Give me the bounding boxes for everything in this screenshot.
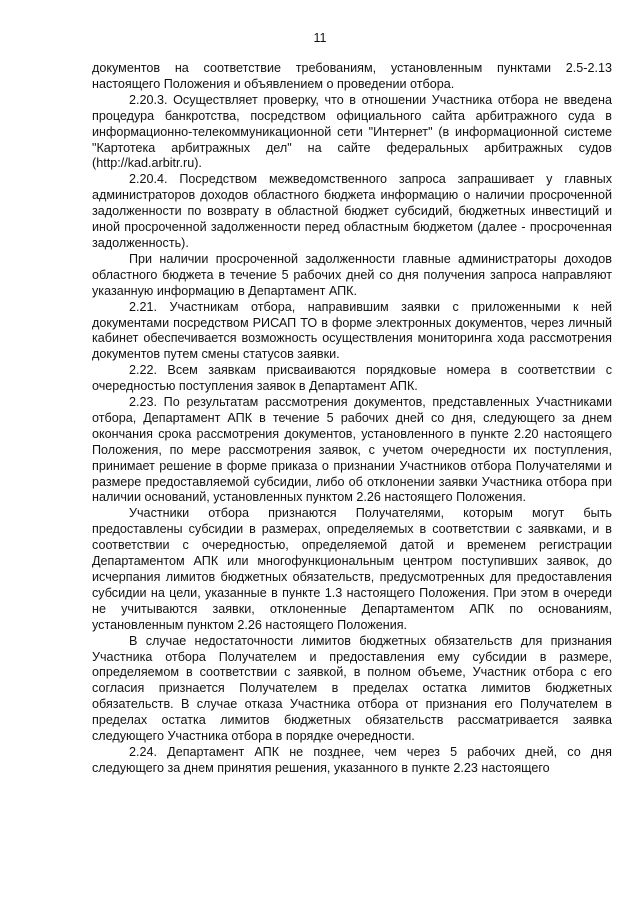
- paragraph-recipients: Участники отбора признаются Получателями, которым могут быть предоставлены субсидии в размерах, определяемых в соответствии с заявками, и в соответствии с очередностью, определяемой датой и временем регистрации Департаментом АПК или многофункциональным центром поступивших заявок, до исчерпания лимитов бюджетных обязательств, предусмотренных для предоставления субсидии на цели, указанные в пункте 1.3 настоящего Положения. При этом в очереди не учитываются заявки, отклоненные Департаментом АПК по основаниям, установленным пунктом 2.26 настоящего Положения.: [92, 506, 612, 632]
- paragraph-continuation: документов на соответствие требованиям, установленным пунктами 2.5-2.13 настоящего Положения и объявлением о проведении отбора.: [92, 61, 612, 91]
- document-body: [92, 61, 612, 777]
- paragraph-overdue-debt: При наличии просроченной задолженности главные администраторы доходов областного бюджета в течение 5 рабочих дней со дня получения запроса направляют указанную информацию в Департамент АПК.: [92, 251, 612, 298]
- paragraph-2-20-4: 2.20.4. Посредством межведомственного запроса запрашивает у главных администраторов доходов областного бюджета информацию о наличии просроченной задолженности по возврату в областной бюджет субсидий, бюджетных инвестиций и иной просроченной задолженности перед областным бюджетом (далее - просроченная задолженность).: [92, 172, 612, 250]
- paragraph-insufficient-limits: В случае недостаточности лимитов бюджетных обязательств для признания Участника отбора Получателем и предоставления ему субсидии в размере, определяемом в соответствии с заявкой, в полном объеме, Участник отбора с его согласия признается Получателем в пределах остатка лимитов бюджетных обязательств. В случае отказа Участника отбора от признания его Получателем в пределах остатка лимитов бюджетных обязательств рассматривается заявка следующего Участника отбора в порядке очередности.: [92, 633, 612, 744]
- paragraph-2-23: 2.23. По результатам рассмотрения документов, представленных Участниками отбора, Департамент АПК в течение 5 рабочих дней со дня, следующего за днем окончания срока рассмотрения документов, установленного в пункте 2.20 настоящего Положения, по мере рассмотрения заявок, с учетом очередности их поступления, принимает решение в форме приказа о признании Участников отбора Получателями и размере предоставляемой субсидии, либо об отклонении заявки Участника отбора при наличии оснований, установленных пунктом 2.26 настоящего Положения.: [92, 395, 612, 505]
- page-number: 11: [313, 31, 327, 45]
- paragraph-2-22: 2.22. Всем заявкам присваиваются порядковые номера в соответствии с очередностью поступления заявок в Департамент АПК.: [92, 363, 612, 394]
- paragraph-2-20-3: 2.20.3. Осуществляет проверку, что в отношении Участника отбора не введена процедура банкротства, посредством официального сайта арбитражного суда в информационно-телекоммуникационной сети "Интернет" (в информационной системе "Картотека арбитражных дел" на сайте федеральных арбитражных судов (http://kad.arbitr.ru).: [92, 92, 612, 171]
- paragraph-2-21: 2.21. Участникам отбора, направившим заявки с приложенными к ней документами посредством РИСАП ТО в форме электронных документов, через личный кабинет обеспечивается возможность осуществления мониторинга хода рассмотрения документов путем смены статусов заявки.: [92, 299, 612, 362]
- paragraph-2-24: 2.24. Департамент АПК не позднее, чем через 5 рабочих дней, со дня следующего за днем принятия решения, указанного в пункте 2.23 настоящего: [92, 744, 612, 775]
